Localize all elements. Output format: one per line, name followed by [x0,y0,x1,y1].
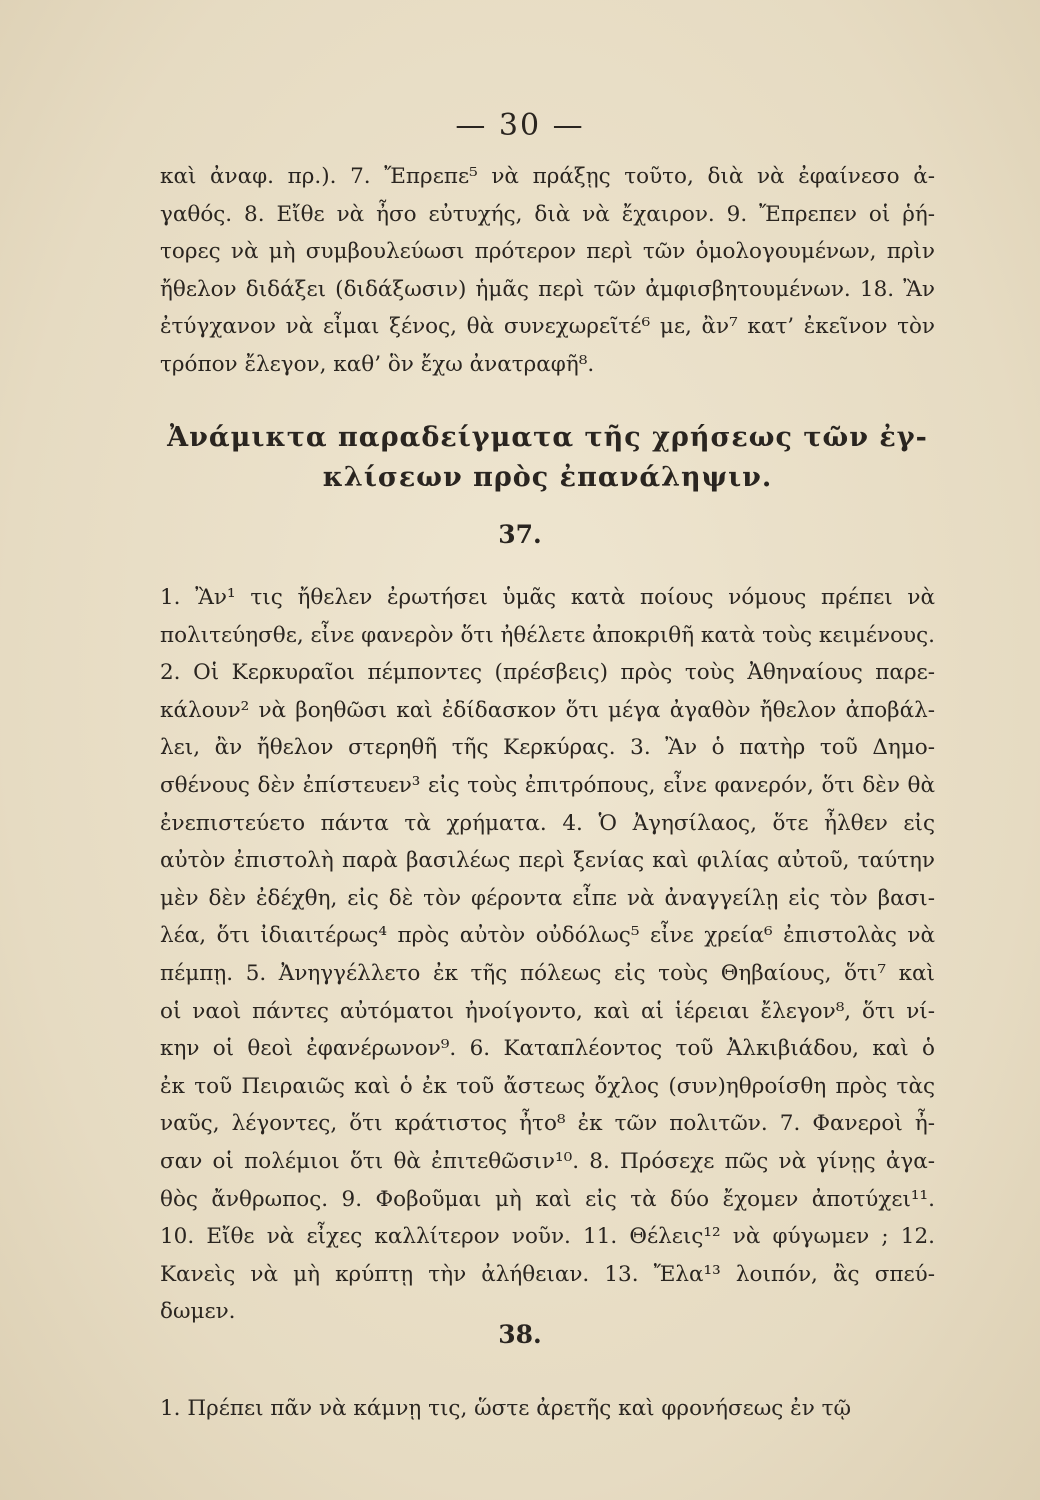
text-line: γαθός. 8. Εἴθε νὰ ἦσο εὐτυχής, διὰ νὰ ἔχαιρον. 9. Ἔπρεπεν οἱ ῥή- [160,201,935,227]
section-38-text [160,1390,935,1428]
text-line: ἐνεπιστεύετο πάντα τὰ χρήματα. 4. Ὁ Ἀγησίλαος, ὅτε ἦλθεν εἰς [160,810,935,836]
text-line: αὐτὸν ἐπιστολὴ παρὰ βασιλέως περὶ ξενίας καὶ φιλίας αὐτοῦ, ταύτην [160,848,935,874]
text-line: 1. Ἂν¹ τις ἤθελεν ἐρωτήσει ὑμᾶς κατὰ ποίους νόμους πρέπει νὰ [160,585,935,610]
text-line: πολιτεύησθε, εἶνε φανερὸν ὅτι ἠθέλετε ἀποκριθῆ κατὰ τοὺς κειμένους. [160,622,935,648]
text-line: λέα, ὅτι ἰδιαιτέρως⁴ πρὸς αὐτὸν οὐδόλως⁵ εἶνε χρεία⁶ ἐπιστολὰς νὰ [160,923,935,949]
text-line: ἐτύγχανον νὰ εἶμαι ξένος, θὰ συνεχωρεῖτέ⁶ με, ἂν⁷ κατ’ ἐκεῖνον τὸν [160,314,935,340]
text-line: κάλουν² νὰ βοηθῶσι καὶ ἐδίδασκον ὅτι μέγα ἀγαθὸν ἤθελον ἀποβάλ- [160,697,935,723]
page-number: — 30 — [455,108,585,143]
text-line: ναῦς, λέγοντες, ὅτι κράτιστος ἦτο⁸ ἐκ τῶν πολιτῶν. 7. Φανεροὶ ἦ- [160,1111,935,1137]
heading-line-1: Ἀνάμικτα παραδείγματα τῆς χρήσεως τῶν ἐγ- [167,422,928,453]
text-line: 1. Πρέπει πᾶν νὰ κάμνῃ τις, ὥστε ἀρετῆς καὶ φρονήσεως ἐν τῷ [160,1396,852,1421]
section-number-38: 38. [498,1320,542,1349]
text-line: Κανεὶς νὰ μὴ κρύπτῃ τὴν ἀλήθειαν. 13. Ἔλα¹³ λοιπόν, ἂς σπεύ- [160,1261,935,1287]
text-line: σθένους δὲν ἐπίστευεν³ εἰς τοὺς ἐπιτρόπους, εἶνε φανερόν, ὅτι δὲν θὰ [160,772,935,798]
continued-exercise-text [160,158,935,384]
text-line: τρόπον ἔλεγον, καθ’ ὃν ἔχω ἀνατραφῆ⁸. [160,351,595,377]
section-number-37: 37. [498,520,542,549]
text-line: θὸς ἄνθρωπος. 9. Φοβοῦμαι μὴ καὶ εἰς τὰ δύο ἔχομεν ἀποτύχει¹¹. [160,1186,935,1212]
text-line: τορες νὰ μὴ συμβουλεύωσι πρότερον περὶ τῶν ὁμολογουμένων, πρὶν [160,239,935,265]
text-line: μὲν δὲν ἐδέχθη, εἰς δὲ τὸν φέροντα εἶπε νὰ ἀναγγείλῃ εἰς τὸν βασι- [160,885,935,911]
heading-line-2: κλίσεων πρὸς ἐπανάληψιν. [322,462,773,493]
text-line: δωμεν. [160,1299,236,1325]
section-heading [160,418,935,498]
text-line: σαν οἱ πολέμιοι ὅτι θὰ ἐπιτεθῶσιν¹⁰. 8. Πρόσεχε πῶς νὰ γίνῃς ἀγα- [160,1148,935,1174]
section-37-text [160,579,935,1331]
text-line: πέμπῃ. 5. Ἀνηγγέλλετο ἐκ τῆς πόλεως εἰς τοὺς Θηβαίους, ὅτι⁷ καὶ [160,960,935,986]
text-line: λει, ἂν ἤθελον στερηθῆ τῆς Κερκύρας. 3. Ἂν ὁ πατὴρ τοῦ Δημο- [160,735,935,761]
text-line: 10. Εἴθε νὰ εἶχες καλλίτερον νοῦν. 11. Θέλεις¹² νὰ φύγωμεν ; 12. [160,1224,935,1250]
text-line: οἱ ναοὶ πάντες αὐτόματοι ἠνοίγοντο, καὶ αἱ ἱέρειαι ἔλεγον⁸, ὅτι νί- [160,998,935,1024]
text-line: ἤθελον διδάξει (διδάξωσιν) ἡμᾶς περὶ τῶν ἀμφισβητουμένων. 18. Ἂν [160,276,935,302]
text-line: ἐκ τοῦ Πειραιῶς καὶ ὁ ἐκ τοῦ ἄστεως ὄχλος (συν)ηθροίσθη πρὸς τὰς [160,1073,935,1099]
text-line: 2. Οἱ Κερκυραῖοι πέμποντες (πρέσβεις) πρὸς τοὺς Ἀθηναίους παρε- [160,660,935,686]
text-line: καὶ ἀναφ. πρ.). 7. Ἔπρεπε⁵ νὰ πράξῃς τοῦτο, διὰ νὰ ἐφαίνεσο ἀ- [160,164,935,189]
text-line: κην οἱ θεοὶ ἐφανέρωνον⁹. 6. Καταπλέοντος τοῦ Ἀλκιβιάδου, καὶ ὁ [160,1036,935,1062]
